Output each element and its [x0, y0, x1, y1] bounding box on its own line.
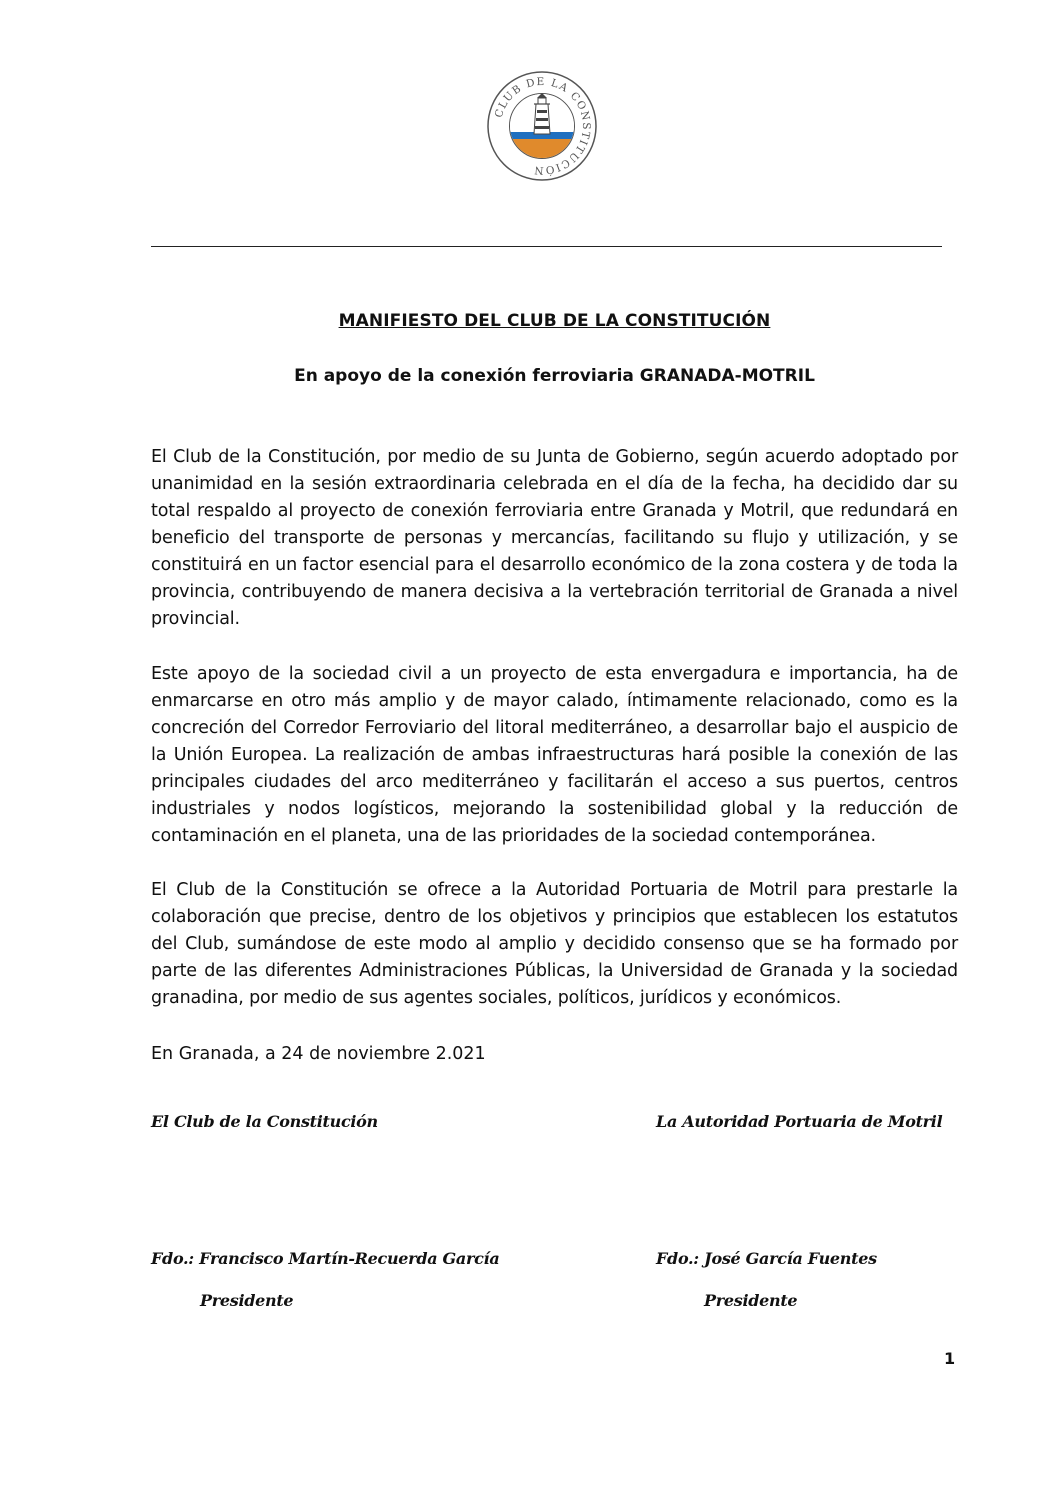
logo-ring-text: CLUB DE LA CONSTITUCIÓN: [492, 75, 593, 177]
signatory-left-entity: El Club de la Constitución: [151, 1112, 378, 1131]
header-rule: [151, 246, 942, 247]
signatory-right-name: Fdo.: José García Fuentes: [656, 1249, 877, 1268]
paragraph-2: Este apoyo de la sociedad civil a un proyecto de esta envergadura e importancia, ha de enmarcarse en otro más amplio y de mayor calado, íntimamente relacionado, como es la concreción del Corredor Ferroviario del litoral mediterráneo, a desarrollar bajo el auspicio de la Unión Europea. La realización de ambas infraestructuras hará posible la conexión de las principales ciudades del arco mediterráneo y facilitarán el acceso a sus puertos, centros industriales y nodos logísticos, mejorando la sostenibilidad global y la reducción de contaminación en el planeta, una de las prioridades de la sociedad contemporánea.: [151, 664, 958, 846]
document-subtitle: En apoyo de la conexión ferroviaria GRANADA-MOTRIL: [294, 366, 815, 386]
signatory-right-entity: La Autoridad Portuaria de Motril: [656, 1112, 943, 1131]
signatory-right-role: Presidente: [704, 1291, 798, 1310]
page-number: 1: [944, 1349, 956, 1368]
signatory-left-role: Presidente: [200, 1291, 294, 1310]
club-logo: [486, 70, 598, 182]
document-title: MANIFIESTO DEL CLUB DE LA CONSTITUCIÓN: [338, 311, 771, 331]
paragraph-1: El Club de la Constitución, por medio de su Junta de Gobierno, según acuerdo adoptado por unanimidad en la sesión extraordinaria celebrada en el día de la fecha, ha decidido dar su total respaldo al proyecto de conexión ferroviaria entre Granada y Motril, que redundará en beneficio del transporte de personas y mercancías, facilitando su flujo y utilización, y se constituirá en un factor esencial para el desarrollo económico de la zona costera y de toda la provincia, contribuyendo de manera decisiva a la vertebración territorial de Granada a nivel provincial.: [151, 447, 958, 629]
paragraph-3: El Club de la Constitución se ofrece a la Autoridad Portuaria de Motril para prestarle la colaboración que precise, dentro de los objetivos y principios que establecen los estatutos del Club, sumándose de este modo al amplio y decidido consenso que se ha formado por parte de las diferentes Administraciones Públicas, la Universidad de Granada y la sociedad granadina, por medio de sus agentes sociales, políticos, jurídicos y económicos.: [151, 880, 958, 1008]
date-line: En Granada, a 24 de noviembre 2.021: [151, 1044, 486, 1064]
signatory-left-name: Fdo.: Francisco Martín-Recuerda García: [151, 1249, 500, 1268]
